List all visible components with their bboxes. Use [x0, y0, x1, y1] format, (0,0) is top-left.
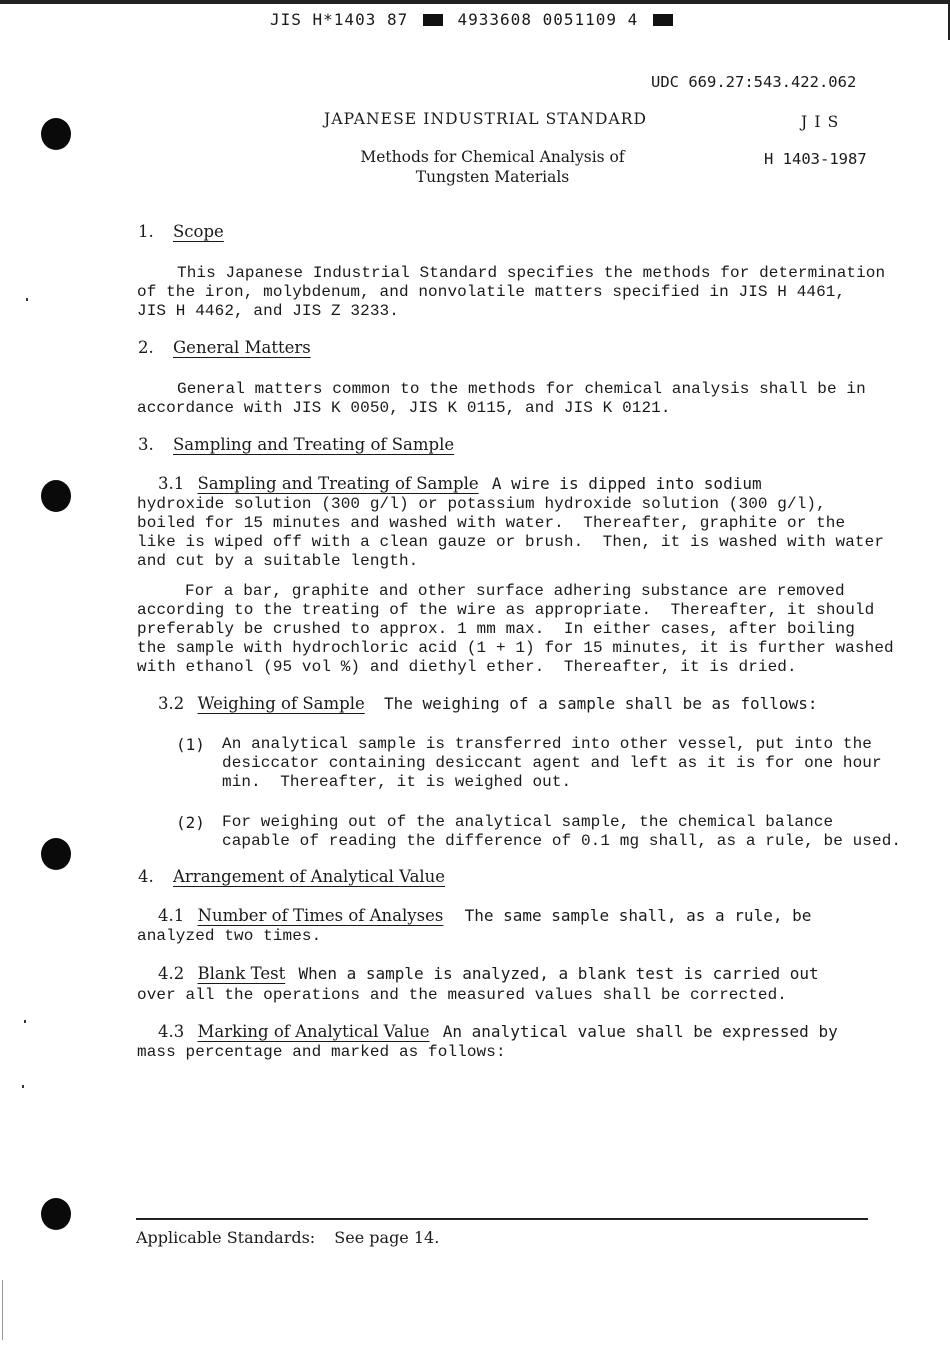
section-4-number: 4. [138, 867, 154, 886]
section-3-number: 3. [138, 435, 154, 454]
subsection-4-1-number: 4.1 [158, 906, 185, 925]
subsection-4-3-title: Marking of Analytical Value [197, 1022, 430, 1041]
scan-top-border [0, 0, 950, 4]
doc-number: H 1403-1987 [764, 150, 867, 168]
code-left: JIS H*1403 87 [270, 10, 409, 29]
scan-speck [22, 1085, 24, 1088]
doc-title-line1: Methods for Chemical Analysis of [360, 148, 625, 166]
scan-left-edge [2, 1280, 3, 1340]
subsection-3-1-title: Sampling and Treating of Sample [197, 474, 479, 493]
list-item-1-number: (1) [176, 735, 205, 754]
binder-hole-2 [41, 480, 71, 512]
binder-hole-3 [41, 838, 71, 870]
section-3-heading [138, 435, 454, 454]
subsection-3-1-body-first: A wire is dipped into sodium [491, 474, 762, 493]
section-4-heading [138, 867, 445, 886]
scan-speck [26, 298, 28, 301]
footer-applicable-label: Applicable Standards: [136, 1228, 316, 1247]
subsection-4-3-heading [158, 1022, 838, 1041]
subsection-4-1-title: Number of Times of Analyses [197, 906, 444, 925]
section-2-heading [138, 338, 311, 357]
redaction-block-icon [653, 14, 673, 26]
subsection-3-2-number: 3.2 [158, 694, 185, 713]
section-2-title: General Matters [173, 338, 311, 357]
doc-title-line2: Tungsten Materials [415, 168, 570, 186]
subsection-4-3-body: mass percentage and marked as follows: [137, 1043, 506, 1061]
footer-note [136, 1228, 439, 1247]
redaction-block-icon [423, 14, 443, 26]
subsection-4-3-number: 4.3 [158, 1022, 185, 1041]
subsection-4-1-heading [158, 906, 811, 925]
subsection-4-2-body: over all the operations and the measured values shall be corrected. [137, 986, 788, 1004]
section-1-heading [138, 222, 224, 241]
section-1-number: 1. [138, 222, 154, 241]
footer-see-page: See page 14. [334, 1228, 440, 1247]
section-1-title: Scope [173, 222, 224, 241]
document-code-header [270, 10, 677, 29]
org-title: JAPANESE INDUSTRIAL STANDARD [324, 110, 648, 128]
list-item-1-body: An analytical sample is transferred into other vessel, put into the desiccator containing desiccant agent and left as it is for one hour min. Thereafter, it is weighed out. [222, 735, 882, 791]
subsection-3-1-paragraph-2: For a bar, graphite and other surface adhering substance are removed according to the treating of the wire as appropriate. Thereafter, it should preferably be crushed to approx. 1 mm max. In either cases, after boiling the sample with hydrochloric acid (1 + 1) for 15 minutes, it is further washed with ethanol (95 vol %) and diethyl ether. Thereafter, it is dried. [137, 582, 894, 676]
list-item-2-number: (2) [176, 813, 205, 832]
scan-speck [24, 1020, 26, 1023]
jis-label: J I S [801, 113, 840, 131]
section-2-body: General matters common to the methods for chemical analysis shall be in accordance with JIS K 0050, JIS K 0115, and JIS K 0121. [137, 380, 866, 417]
subsection-3-2-heading [158, 694, 817, 713]
list-item-2-body: For weighing out of the analytical sample, the chemical balance capable of reading the difference of 0.1 mg shall, as a rule, be used. [222, 813, 902, 850]
doc-title [300, 147, 685, 187]
subsection-4-2-body-first: When a sample is analyzed, a blank test is carried out [298, 964, 819, 983]
subsection-3-1-number: 3.1 [158, 474, 185, 493]
subsection-4-2-number: 4.2 [158, 964, 185, 983]
footer-rule [136, 1218, 868, 1220]
section-3-title: Sampling and Treating of Sample [173, 435, 455, 454]
udc-number: UDC 669.27:543.422.062 [651, 73, 857, 91]
binder-hole-4 [41, 1198, 71, 1230]
subsection-4-1-body: analyzed two times. [137, 927, 322, 945]
section-2-number: 2. [138, 338, 154, 357]
subsection-4-2-title: Blank Test [197, 964, 286, 983]
subsection-3-2-body: The weighing of a sample shall be as follows: [383, 694, 818, 713]
subsection-3-1-body: hydroxide solution (300 g/l) or potassium hydroxide solution (300 g/l), boiled for 15 minutes and washed with water. Thereafter, graphite or the like is wiped off with a clean gauze or brush. Then, it is washed with water and cut by a suitable length. [137, 495, 885, 570]
subsection-4-1-body-first: The same sample shall, as a rule, be [464, 906, 812, 925]
subsection-3-1-heading [158, 474, 762, 493]
code-right: 4933608 0051109 4 [457, 10, 639, 29]
section-1-body: This Japanese Industrial Standard specifies the methods for determination of the iron, molybdenum, and nonvolatile matters specified in JIS H 4461, JIS H 4462, and JIS Z 3233. [137, 264, 886, 320]
binder-hole-1 [41, 118, 71, 150]
section-4-title: Arrangement of Analytical Value [173, 867, 446, 886]
subsection-4-3-body-first: An analytical value shall be expressed by [442, 1022, 838, 1041]
subsection-3-2-title: Weighing of Sample [197, 694, 365, 713]
subsection-4-2-heading [158, 964, 819, 983]
